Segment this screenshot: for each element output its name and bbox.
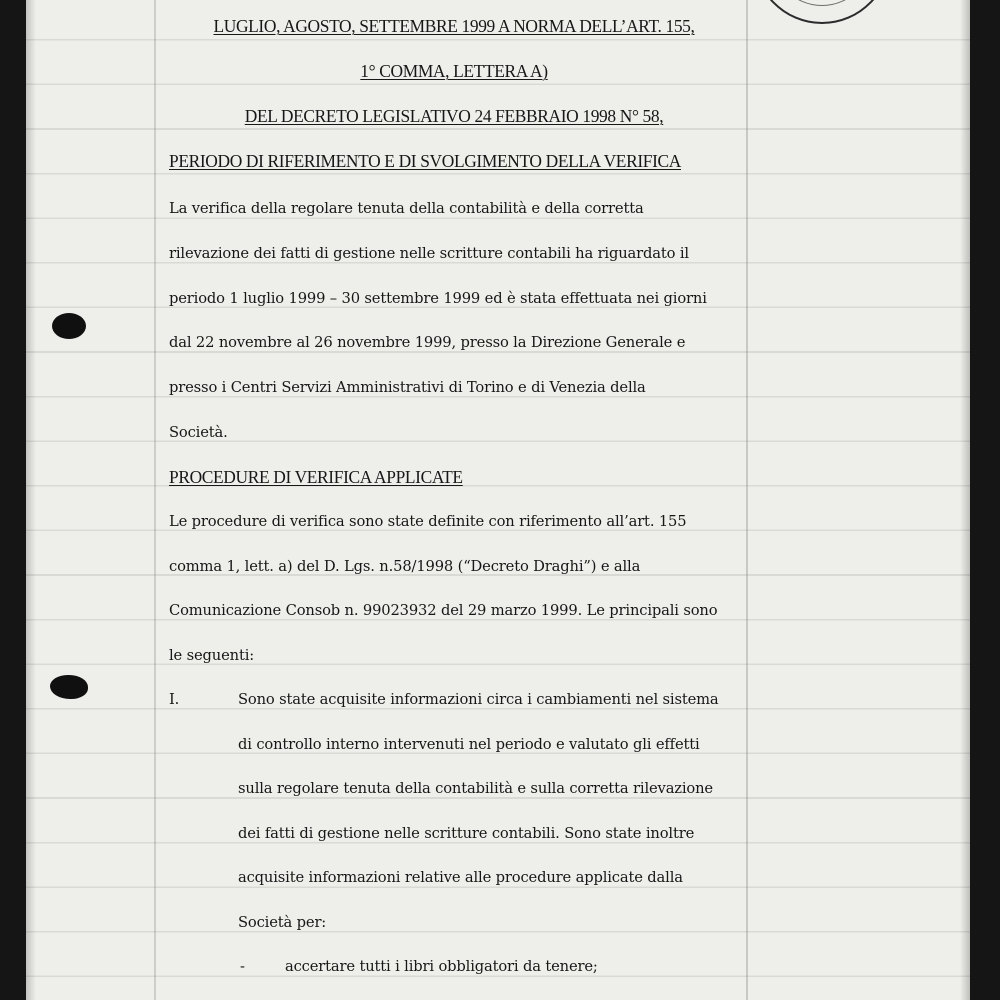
punch-hole: [50, 675, 88, 699]
sub-list-item-text: accertare tutti i libri obbligatori da tenere;: [285, 958, 598, 975]
list-item-line: di controllo interno intervenuti nel periodo e valutato gli effetti: [238, 736, 700, 753]
paragraph-line: Comunicazione Consob n. 99023932 del 29 marzo 1999. Le principali sono: [169, 602, 718, 619]
paragraph-line: dal 22 novembre al 26 novembre 1999, presso la Direzione Generale e: [169, 334, 686, 351]
paragraph-line: periodo 1 luglio 1999 – 30 settembre 1999 ed è stata effettuata nei giorni: [169, 290, 707, 307]
paragraph-line: rilevazione dei fatti di gestione nelle scritture contabili ha riguardato il: [169, 245, 689, 262]
list-item-line: Società per:: [238, 914, 327, 931]
list-item-line: sulla regolare tenuta della contabilità e sulla corretta rilevazione: [238, 780, 713, 797]
document-heading-line-1: LUGLIO, AGOSTO, SETTEMBRE 1999 A NORMA DELL’ART. 155,: [213, 16, 695, 36]
list-item-line: acquisite informazioni relative alle procedure applicate dalla: [238, 869, 683, 886]
document-heading-line-2: 1° COMMA, LETTERA A): [360, 61, 548, 81]
paragraph-line: le seguenti:: [169, 647, 255, 664]
paragraph-line: Le procedure di verifica sono state definite con riferimento all’art. 155: [169, 513, 687, 530]
sub-list-bullet: -: [240, 958, 245, 975]
punch-hole: [52, 313, 86, 339]
section-title-period: PERIODO DI RIFERIMENTO E DI SVOLGIMENTO DELLA VERIFICA: [169, 151, 681, 171]
list-item-line: Sono state acquisite informazioni circa i cambiamenti nel sistema: [238, 691, 719, 708]
list-item-number: I.: [169, 691, 180, 708]
paragraph-line: comma 1, lett. a) del D. Lgs. n.58/1998 (“Decreto Draghi”) e alla: [169, 558, 641, 575]
ruled-paper-sheet: [26, 0, 970, 1000]
paragraph-line: La verifica della regolare tenuta della contabilità e della corretta: [169, 200, 644, 217]
section-title-procedures: PROCEDURE DI VERIFICA APPLICATE: [169, 467, 463, 487]
list-item-line: dei fatti di gestione nelle scritture contabili. Sono state inoltre: [238, 825, 695, 842]
paragraph-line: Società.: [169, 424, 228, 441]
document-heading-line-3: DEL DECRETO LEGISLATIVO 24 FEBBRAIO 1998 N° 58,: [244, 106, 664, 126]
paragraph-line: presso i Centri Servizi Amministrativi di Torino e di Venezia della: [169, 379, 646, 396]
